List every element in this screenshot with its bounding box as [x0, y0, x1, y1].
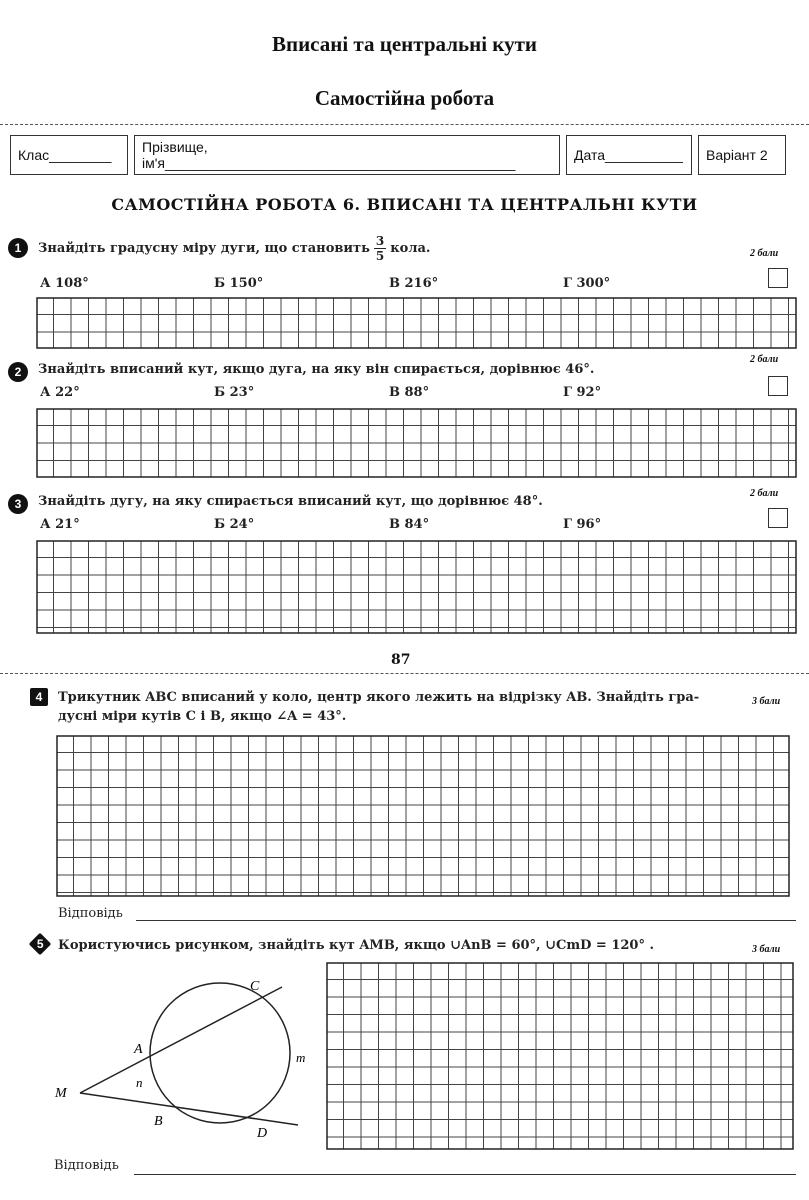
- label-d-point: D: [257, 1126, 268, 1141]
- q1-points: 2 бали: [750, 248, 779, 259]
- label-c-point: C: [250, 979, 260, 994]
- q2-option-c[interactable]: В 88°: [389, 385, 430, 400]
- page-subtitle: Самостійна робота: [314, 86, 495, 110]
- q1-text-after: кола.: [390, 240, 431, 256]
- work-title: САМОСТІЙНА РОБОТА 6. ВПИСАНІ ТА ЦЕНТРАЛЬНІ КУТИ: [111, 195, 698, 214]
- question-2-text: Знайдіть вписаний кут, якщо дуга, на яку він спирається, дорівнює 46°.: [38, 362, 595, 377]
- q2-answer-box[interactable]: [768, 376, 788, 396]
- q2-work-grid: [36, 408, 797, 478]
- circle: [150, 983, 290, 1123]
- q4-points: 3 бали: [752, 696, 781, 707]
- fraction-numerator: 3: [375, 233, 385, 248]
- q1-option-a[interactable]: А 108°: [40, 276, 89, 291]
- page-title: Вписані та центральні кути: [271, 32, 538, 56]
- date-field[interactable]: Дата__________: [566, 135, 692, 175]
- q5-answer-label: Відповідь: [54, 1158, 119, 1173]
- q3-option-c[interactable]: В 84°: [389, 517, 430, 532]
- class-field[interactable]: Клас________: [10, 135, 128, 175]
- q1-answer-box[interactable]: [768, 268, 788, 288]
- label-arc-m: m: [296, 1050, 306, 1065]
- q1-option-b[interactable]: Б 150°: [214, 276, 264, 291]
- q2-option-d[interactable]: Г 92°: [563, 385, 602, 400]
- label-b-point: B: [154, 1114, 163, 1129]
- q3-points: 2 бали: [750, 488, 779, 499]
- question-1-text: [38, 230, 430, 266]
- fraction-3-5: [374, 234, 386, 263]
- question-4-text-line2: дусні міри кутів C і B, якщо ∠A = 43°.: [58, 709, 347, 724]
- q4-answer-line[interactable]: [136, 920, 796, 921]
- q1-option-d[interactable]: Г 300°: [563, 276, 611, 291]
- q2-option-b[interactable]: Б 23°: [214, 385, 255, 400]
- q3-answer-box[interactable]: [768, 508, 788, 528]
- q5-answer-line[interactable]: [134, 1174, 796, 1175]
- name-field[interactable]: Прізвище, ім'я_____________________________________________: [134, 135, 560, 175]
- q3-option-a[interactable]: А 21°: [40, 517, 80, 532]
- page-number: 87: [391, 652, 411, 668]
- label-m-point: M: [55, 1086, 67, 1101]
- q1-work-grid: [36, 297, 797, 349]
- q4-answer-label: Відповідь: [58, 906, 123, 921]
- q5-work-grid: [326, 962, 794, 1150]
- label-a-point: A: [134, 1042, 143, 1057]
- q5-points: 3 бали: [752, 944, 781, 955]
- variant-field: Варіант 2: [698, 135, 786, 175]
- student-info-row: [10, 135, 786, 177]
- question-5-text: Користуючись рисунком, знайдіть кут AMB, якщо ∪AnB = 60°, ∪CmD = 120° .: [58, 938, 655, 953]
- q3-option-b[interactable]: Б 24°: [214, 517, 255, 532]
- question-number-1: 1: [8, 238, 28, 258]
- question-3-text: Знайдіть дугу, на яку спирається вписаний кут, що дорівнює 48°.: [38, 494, 543, 509]
- q2-points: 2 бали: [750, 354, 779, 365]
- question-number-2: 2: [8, 362, 28, 382]
- q2-option-a[interactable]: А 22°: [40, 385, 80, 400]
- q3-option-d[interactable]: Г 96°: [563, 517, 602, 532]
- secant-line-md: [80, 1093, 298, 1125]
- cut-line-2: [0, 673, 809, 674]
- q1-text-before: Знайдіть градусну міру дуги, що становить: [38, 240, 370, 256]
- q4-work-grid: [56, 735, 790, 897]
- q1-option-c[interactable]: В 216°: [389, 276, 439, 291]
- cut-line: [0, 124, 809, 125]
- q3-work-grid: [36, 540, 797, 634]
- question-4-text-line1: Трикутник ABC вписаний у коло, центр якого лежить на відрізку AB. Знайдіть гра-: [58, 690, 700, 705]
- question-number-3: 3: [8, 494, 28, 514]
- circle-figure: [50, 965, 320, 1150]
- question-number-5: 5: [29, 933, 52, 956]
- question-number-4: 4: [30, 688, 48, 706]
- fraction-denominator: 5: [375, 248, 385, 263]
- secant-line-mc: [80, 987, 282, 1093]
- label-arc-n: n: [136, 1075, 143, 1090]
